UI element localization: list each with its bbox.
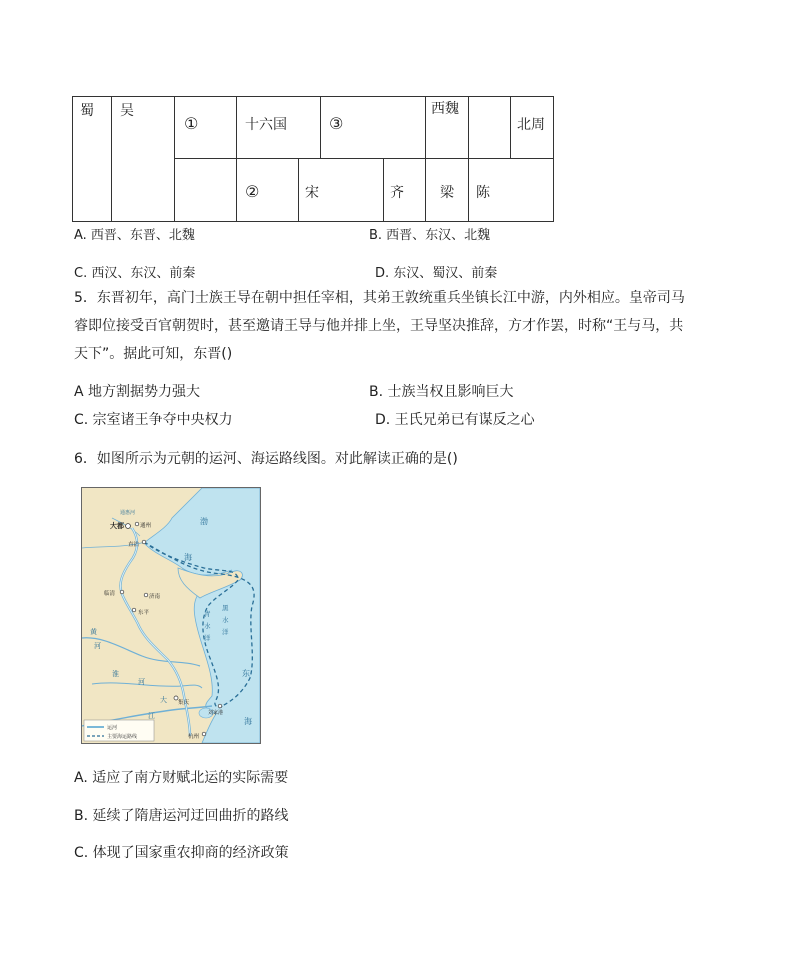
label-dongping: 东平 — [138, 610, 150, 616]
label-bohai-1: 渤 — [200, 517, 208, 526]
label-huanghe-2: 河 — [94, 642, 101, 650]
q4-option-c: C. 西汉、东汉、前秦 — [74, 266, 196, 281]
label-qingshuiyang-1: 青 — [204, 610, 211, 618]
q6-stem: 6．如图所示为元朝的运河、海运路线图。对此解读正确的是() — [74, 451, 458, 467]
cell-western-wei: 西魏 — [431, 101, 459, 117]
label-qingshuiyang-3: 洋 — [204, 634, 211, 642]
label-dajiang-1: 大 — [160, 696, 167, 704]
q5-stem-line-1: 5．东晋初年，高门士族王导在朝中担任宰相，其弟王敦统重兵坐镇长江中游，内外相应。皇帝司马 — [74, 290, 685, 306]
city-dot-hangzhou — [202, 732, 206, 736]
q5-option-a: A 地方割据势力强大 — [74, 384, 201, 400]
city-dot-linqing — [120, 590, 124, 594]
city-dot-zhigu — [142, 540, 146, 544]
q5-option-c: C. 宗室诸王争夺中央权力 — [74, 412, 233, 428]
label-heishuiyang-2: 水 — [222, 616, 229, 624]
city-dot-liujiagang — [218, 704, 222, 708]
cell-shu: 蜀 — [80, 103, 94, 119]
q6-option-a: A. 适应了南方财赋北运的实际需要 — [74, 770, 289, 786]
label-heishuiyang-3: 洋 — [222, 628, 229, 636]
q5-stem-line-2: 睿即位接受百官朝贺时，甚至邀请王导与他并排上坐，王导坚决推辞，方才作罢，时称“王与马，共 — [74, 318, 684, 334]
label-huaihe-1: 淮 — [112, 670, 119, 678]
cell-qi: 齐 — [390, 185, 404, 201]
cell-northern-zhou: 北周 — [517, 117, 545, 133]
label-huanghe-1: 黄 — [90, 628, 97, 636]
label-zhigu: 直沽 — [128, 542, 140, 548]
cell-blank-2: ② — [245, 182, 260, 201]
q6-option-b: B. 延续了隋唐运河迂回曲折的路线 — [74, 808, 289, 824]
city-dot-dongping — [132, 608, 136, 612]
label-jiqing: 集庆 — [178, 700, 190, 706]
cell-sixteen-kingdoms: 十六国 — [245, 117, 287, 133]
label-dadu: 大都 — [110, 522, 124, 530]
cell-liang: 梁 — [440, 185, 454, 201]
label-jinan: 济南 — [149, 594, 161, 600]
legend-sea-route-label: 主要海运路线 — [107, 734, 138, 740]
label-qingshuiyang-2: 水 — [204, 622, 211, 630]
label-donghai: 海 — [244, 717, 252, 726]
label-heishuiyang-1: 黑 — [222, 604, 229, 612]
label-liujiagang: 刘家港 — [208, 710, 224, 716]
huai-river-line — [92, 683, 202, 688]
cell-wu: 吴 — [120, 103, 134, 119]
cell-song: 宋 — [305, 185, 319, 201]
q5-option-b: B. 士族当权且影响巨大 — [369, 384, 514, 400]
label-tonghuihe: 通惠河 — [120, 510, 136, 516]
city-dot-jinan — [144, 593, 148, 597]
sea-area — [144, 488, 260, 743]
label-tongzhou: 通州 — [140, 523, 152, 529]
q5-option-d: D. 王氏兄弟已有谋反之心 — [375, 412, 535, 428]
label-bohai-2: 海 — [184, 553, 192, 562]
q6-option-c: C. 体现了国家重农抑商的经济政策 — [74, 845, 289, 861]
cell-blank-1: ① — [184, 114, 199, 133]
dynasty-table — [72, 96, 554, 222]
city-dot-tongzhou — [135, 522, 139, 526]
label-linqing: 临清 — [104, 591, 116, 597]
legend-canal-label: 运河 — [107, 725, 118, 731]
label-huaihe-2: 河 — [138, 678, 145, 686]
q4-option-b: B. 西晋、东汉、北魏 — [369, 228, 491, 243]
q5-stem-line-3: 天下”。据此可知，东晋() — [74, 346, 233, 362]
label-hangzhou: 杭州 — [188, 734, 200, 740]
label-huanghai-3: 东 — [242, 669, 250, 678]
cell-chen: 陈 — [476, 185, 490, 201]
q5-stem — [74, 284, 685, 368]
cell-blank-3: ③ — [329, 114, 344, 133]
label-dajiang-2: 江 — [148, 712, 155, 720]
yuan-canal-sea-route-map — [81, 487, 261, 744]
q4-option-a: A. 西晋、东晋、北魏 — [74, 228, 195, 243]
map-svg — [82, 488, 260, 743]
q4-option-d: D. 东汉、蜀汉、前秦 — [375, 266, 498, 281]
city-dot-dadu — [126, 524, 131, 529]
